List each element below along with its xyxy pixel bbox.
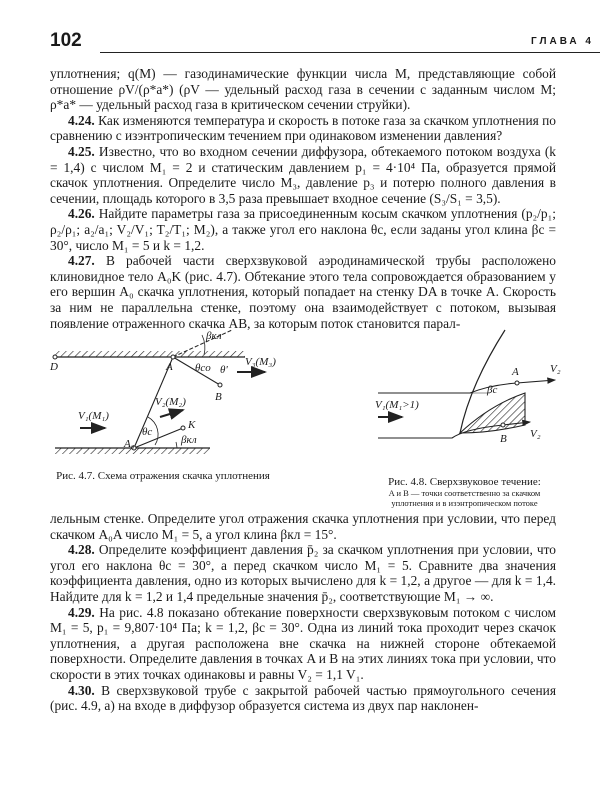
label-v3: V₃(M₃) <box>245 356 276 368</box>
label-beta-bottom: βкл <box>181 434 197 446</box>
label-beta: βc <box>487 384 498 396</box>
label-theta-prime: θ' <box>220 364 228 376</box>
label-v2: V₂(M₂) <box>155 396 186 408</box>
top-wall-hatching <box>55 351 245 357</box>
label-theta-c: θc <box>142 426 153 438</box>
v2-arrow <box>160 410 183 417</box>
problem-number: 4.30. <box>68 682 95 698</box>
problem-number: 4.24. <box>68 112 95 128</box>
paragraph: уплотнения; q(M) — газодинамические функции числа M, представляющие собой отношение ρV/(ρ*a*) (ρV — удельный расход газа в сечении с заданным числом M; ρ*a* — удельный расход газа в критическом сечении струйки). <box>50 66 556 113</box>
problem-number: 4.29. <box>68 604 95 620</box>
problem-text: Как изменяются температура и скорость в потоке газа за скачком уплотнения по сравнению с изэнтропическим течением при одинаковом изменении давления? <box>50 112 556 144</box>
problem-number: 4.26. <box>68 206 95 222</box>
header-rule <box>100 52 600 53</box>
problem-text: Найдите параметры газа за присоединенным косым скачком уплотнения (p₂/p₁; ρ₂/ρ₁; a₂/a₁; V₂/V₁; T₂/T₁; M₂), а также угол его наклона θc, если заданы угол клина βc = 30°, число M₁ = 5 и k = 1,2. <box>50 206 556 253</box>
figure-4-8-diagram <box>375 330 561 445</box>
label-k: K <box>188 419 196 431</box>
text-block-top <box>50 66 556 331</box>
label-b: B <box>500 433 507 445</box>
point-k <box>181 426 185 430</box>
point-a <box>171 355 175 359</box>
point-d <box>53 355 57 359</box>
problem-text: Известно, что во входном сечении диффузора, обтекаемого потоком воздуха (k = 1,4) с числом M₁ = 2 и статическим давлением p₁ = 4·10⁴ Па, образуется прямой скачок уплотнения. Определите число M₃, давление p₃ и потерю полного давления в сечении, площадь которого в 3,5 раза превышает входное сечение (S₃/S₁ = 3,5). <box>50 143 556 206</box>
lower-streamline <box>378 422 530 438</box>
problem-text: В рабочей части сверхзвуковой аэродинамической трубы расположено клиновидное тело A₀K (рис. 4.7). Обтекание этого тела сопровождается образованием у его вершин A₀ скачка уплотнения, который попадает на стенку DA в точке A. Скорость за ним не параллельна стенке, поэтому она взаимодействует с потоком, вызывая появление отраженного скачка AB, за которым поток становится парал- <box>50 253 556 331</box>
paragraph: лельным стенке. Определите угол отражения скачка уплотнения при условии, что перед скачком A₀A число M₁ = 5, а угол клина βкл = 15°. <box>50 511 556 542</box>
figures-svg <box>0 325 600 465</box>
label-d: D <box>50 361 58 373</box>
caption-subtitle: A и B — точки соответственно за скачком уплотнения и в изэнтропическом потоке <box>388 488 541 508</box>
label-beta-top: βкл <box>206 330 222 342</box>
beta-bottom-arc <box>176 442 177 448</box>
problem-text: На рис. 4.8 показано обтекание поверхности сверхзвуковым потоком с числом M₁ = 5, p₁ = 9,807·10⁴ Па; k = 1,2, βc = 30°. Одна из линий тока проходит через скачок уплотнения, а другая расположена вне скачка на нижней стороне обтекаемой поверхности. Определите давления в точках A и B на этих линиях тока при условии, что скорости в этих точках одинаковы и равны V₂ = 1,1 V₁. <box>50 604 556 682</box>
figure-4-8-caption <box>372 476 557 508</box>
label-a: A <box>512 366 519 378</box>
upper-streamline <box>378 380 555 393</box>
caption-title: Рис. 4.8. Сверхзвуковое течение: <box>388 476 541 488</box>
problem-number: 4.28. <box>68 542 95 558</box>
problem-number: 4.27. <box>68 253 95 269</box>
problem-4-28 <box>50 542 556 604</box>
text-block-bottom <box>50 511 556 714</box>
label-v2-bottom: V₂ <box>530 428 541 440</box>
figure-4-7-diagram <box>49 330 276 454</box>
page-number: 102 <box>50 30 82 51</box>
point-b <box>501 423 505 427</box>
problem-4-29 <box>50 605 556 683</box>
point-a <box>515 381 519 385</box>
problem-4-27 <box>50 253 556 331</box>
label-a: A <box>166 361 173 373</box>
point-b <box>218 383 222 387</box>
label-v1: V₁(M₁) <box>78 410 109 422</box>
label-theta-co: θco <box>195 362 211 374</box>
problem-text: Определите коэффициент давления p̄₂ за скачком уплотнения при условии, что угол его наклона θc = 30°, а перед скачком число M₁ = 5. Сравните два значения коэффициента давления, одно из которых вычислено для k = 1,2, а другое — для k = 1,4. Найдите для k = 1,2 и 1,4 предельные значения p̄₂, соответствующие M₁ → ∞. <box>50 542 556 604</box>
problem-4-24 <box>50 113 556 144</box>
figure-4-7-caption: Рис. 4.7. Схема отражения скачка уплотнения <box>56 470 270 482</box>
label-v2-top: V₂ <box>550 363 561 375</box>
label-b: B <box>215 391 222 403</box>
label-a0: A₀ <box>124 438 135 450</box>
chapter-header: ГЛАВА 4 <box>531 36 594 47</box>
problem-4-25 <box>50 144 556 206</box>
problem-4-30 <box>50 683 556 714</box>
problem-4-26 <box>50 206 556 253</box>
problem-number: 4.25. <box>68 143 95 159</box>
problem-text: В сверхзвуковой трубе с закрытой рабочей частью прямоугольного сечения (рис. 4.9, a) на входе в диффузор образуется система из двух пар наклонен- <box>50 682 557 714</box>
label-v1: V₁(M₁>1) <box>375 399 419 411</box>
